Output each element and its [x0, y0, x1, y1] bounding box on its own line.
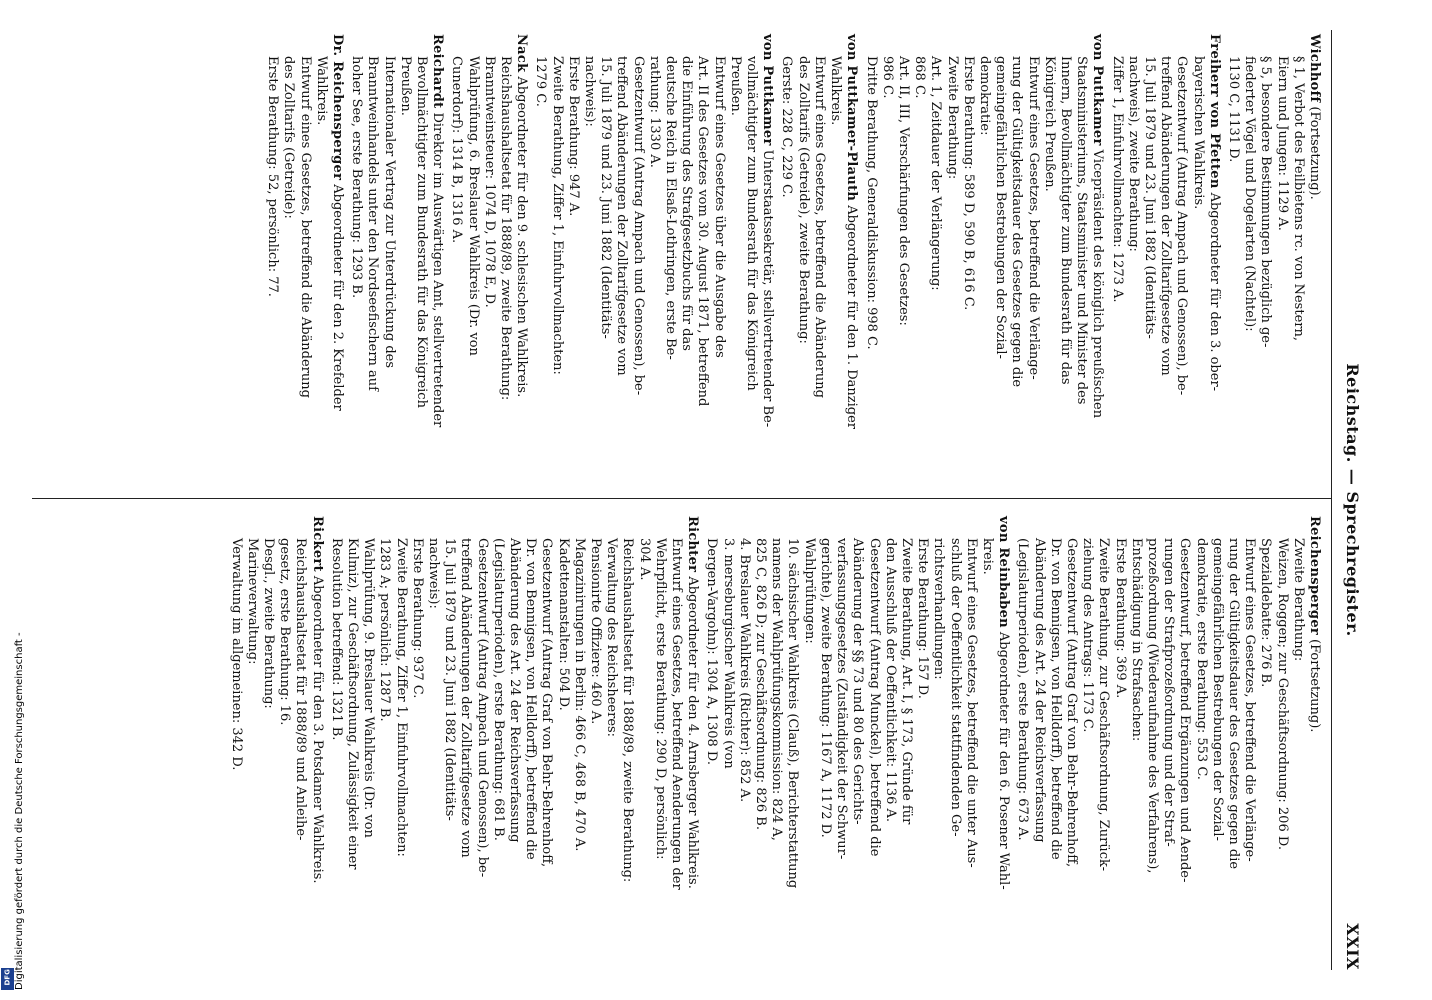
- register-entry: [778, 34, 859, 486]
- entry-subline: [1157, 48, 1173, 486]
- entry-line: (Legislaturperioden), erste Berathung: 673 A.: [1015, 538, 1031, 841]
- entry-subline: [898, 530, 914, 968]
- entry-subline: [1160, 530, 1176, 968]
- entry-line: schluß der Oeffentlichkeit stattfindenden Ge-: [947, 538, 963, 837]
- register-entry: [448, 34, 529, 486]
- entry-line: Erste Berathung: 947 A.: [565, 56, 581, 217]
- entry-line: 10. sächsischer Wahlkreis (Clauß), Berichterstattung: [785, 538, 801, 889]
- entry-subline: [694, 48, 710, 486]
- entry-line: Wahlkreis.: [313, 56, 329, 126]
- entry-subline: [296, 48, 312, 486]
- entry-line: Art. 1, Zeitdauer der Verlängerung:: [928, 56, 944, 291]
- entry-subline: [1290, 48, 1306, 486]
- entry-line: gesetz, erste Berathung: 16.: [277, 538, 293, 726]
- entry-line: Vicepräsident des königlich preußischen: [1090, 149, 1106, 419]
- entry-line: 4. Breslauer Wahlkreis (Richter): 852 A.: [736, 538, 752, 803]
- entry-line: Abänderung der §§ 73 und 80 des Gerichts-: [850, 538, 866, 825]
- entry-line: nachweis):: [582, 56, 598, 127]
- entry-line: (Legislaturperioden), erste Berathung: 681 B.: [490, 538, 506, 841]
- register-entry: [264, 34, 345, 486]
- entry-subline: [264, 48, 280, 486]
- register-entry: [348, 34, 445, 486]
- entry-subline: [652, 530, 668, 968]
- entry-line: Wahlprüfung, 9. Breslauer Wahlkreis (Dr. von: [361, 538, 377, 838]
- entry-line: rathung: 1330 A.: [646, 56, 662, 168]
- entry-subline: [710, 48, 726, 486]
- register-entry: [1225, 34, 1322, 486]
- entry-subline: [1225, 48, 1241, 486]
- entry-line: nachweis):: [426, 538, 442, 609]
- entry-subline: [976, 48, 992, 486]
- register-entry: [532, 34, 775, 486]
- entry-line: 1283 A; persönlich: 1287 B.: [377, 538, 393, 722]
- entry-subline: [360, 530, 376, 968]
- entry-subline: [348, 48, 364, 486]
- entry-line: Wahlprüfung, 6. Breslauer Wahlkreis (Dr. von: [465, 56, 481, 356]
- entry-line: Erste Berathung: 589 D, 590 B, 616 C.: [960, 56, 976, 311]
- entry-subline: [895, 48, 911, 486]
- entry-line: 15. Juli 1879 und 23. Juni 1882 (Identitäts-: [598, 56, 614, 339]
- entry-subline: [392, 530, 408, 968]
- left-column: [261, 34, 1322, 486]
- entry-line: Gesetzentwurf (Antrag Graf von Behr-Behrenhoff,: [539, 538, 555, 868]
- entry-line: Wehrpflicht, erste Berathung: 290 D, persönlich:: [652, 538, 668, 860]
- entry-subline: [276, 530, 292, 968]
- entry-line: Pensionirte Offiziere: 460 A.: [588, 538, 604, 725]
- entry-subline: [227, 530, 243, 968]
- entry-line: Branntweinsteuer: 1074 D, 1078 E, D.: [481, 56, 497, 308]
- entry-subline: [1273, 48, 1289, 486]
- entry-line: Staatsministeriums, Staatsminister und Minister des: [1074, 56, 1090, 405]
- entry-subline: [930, 530, 946, 968]
- running-head: [1336, 30, 1366, 970]
- register-entry: [1014, 516, 1322, 968]
- entry-line: Resolution betreffend: 1321 B.: [328, 538, 344, 741]
- entry-subline: [1073, 48, 1089, 486]
- entry-subline: [635, 530, 651, 968]
- register-entry: [1108, 34, 1221, 486]
- entry-line: Innern, Bevollmächtigter zum Bundesrath für das: [1057, 56, 1073, 385]
- entry-subline: [1176, 530, 1192, 968]
- entry-line: demokratie:: [976, 56, 992, 136]
- right-column: [224, 516, 1322, 968]
- entry-line: prozeßordnung (Wiederaufnahme des Verfahrens),: [1144, 538, 1160, 874]
- entry-subline: [506, 530, 522, 968]
- entry-line: verfassungsgesetzes (Zuständigkeit der Schwur-: [834, 538, 850, 860]
- entry-line: Entwurf eines Gesetzes, betreffend die Abänderung: [811, 56, 827, 398]
- entry-line: Unterstaatssekretär, stellvertretender Be-: [760, 149, 776, 428]
- entry-line: Zweite Berathung, Art. I, § 173, Gründe für: [898, 538, 914, 825]
- entry-subline: [1257, 48, 1273, 486]
- entry-name: Freiherr von Pfetten: [1206, 34, 1222, 189]
- entry-subline: [927, 48, 943, 486]
- entry-line: Kadettenanstalten: 504 D.: [555, 538, 571, 711]
- register-entry: [862, 34, 1105, 486]
- entry-name: Reichensperger: [1307, 516, 1322, 636]
- entry-line: Zweite Berathung:: [1290, 538, 1306, 662]
- entry-subline: [448, 48, 464, 486]
- entry-subline: [603, 530, 619, 968]
- entry-subline: [464, 48, 480, 486]
- entry-subline: [1057, 48, 1073, 486]
- entry-line: Abänderung des Art. 24 der Reichsverfassung: [507, 538, 523, 843]
- entry-subline: [914, 530, 930, 968]
- entry-subline: [497, 48, 513, 486]
- entry-name: von Puttkamer: [760, 34, 776, 146]
- entry-subline: [1014, 530, 1030, 968]
- entry-line: Art. II des Gesetzes vom 30. August 1871, betreffend: [695, 56, 711, 407]
- entry-line: Entwurf eines Gesetzes, betreffend die unter Aus-: [963, 538, 979, 868]
- entry-subline: [743, 48, 759, 486]
- entry-subline: [313, 48, 329, 486]
- entry-line: hoher See, erste Berathung: 1293 B.: [349, 56, 365, 299]
- entry-subline: [260, 530, 276, 968]
- entry-subline: [778, 48, 794, 486]
- column-divider: [32, 498, 1332, 499]
- entry-line: Gesetzentwurf (Antrag Ampach und Genossen), be-: [1174, 56, 1190, 396]
- entry-subline: [911, 48, 927, 486]
- entry-subline: [1189, 48, 1205, 486]
- entry-subline: [629, 48, 645, 486]
- entry-subline: [1047, 530, 1063, 968]
- entry-subline: [768, 530, 784, 968]
- entry-line: vollmächtigter zum Bundesrath für das Königreich: [744, 56, 760, 391]
- entry-subline: [865, 530, 881, 968]
- entry-line: die Einführung des Strafgesetzbuchs für das: [679, 56, 695, 351]
- entry-line: (Fortsetzung).: [1307, 106, 1322, 200]
- entry-line: Preußen.: [397, 56, 413, 116]
- entry-subline: [736, 530, 752, 968]
- entry-subline: [1141, 48, 1157, 486]
- entry-subline: [397, 48, 413, 486]
- entry-line: Reichshaushaltsetat für 1888/89, zweite Berathung:: [498, 56, 514, 401]
- entry-line: Abgeordneter für den 3. ober-: [1206, 192, 1222, 392]
- entry-subline: [571, 530, 587, 968]
- register-entry: [227, 516, 324, 968]
- entry-line: 986 C.: [879, 56, 895, 99]
- register-entry: [703, 516, 1011, 968]
- entry-subline: [1125, 48, 1141, 486]
- entry-line: kreis.: [979, 538, 995, 575]
- entry-subline: [532, 48, 548, 486]
- entry-name: Richter: [685, 516, 701, 573]
- entry-subline: [1209, 530, 1225, 968]
- entry-subline: [784, 530, 800, 968]
- entry-subline: [1257, 530, 1273, 968]
- dfg-logo: [1, 968, 14, 990]
- entry-subline: [678, 48, 694, 486]
- entry-subline: [1063, 530, 1079, 968]
- entry-subline: [862, 48, 878, 486]
- entry-subline: [1024, 48, 1040, 486]
- entry-subline: [597, 48, 613, 486]
- entry-subline: [727, 48, 743, 486]
- entry-line: gerichte), zweite Berathung: 1167 A, 1172 D.: [817, 538, 833, 838]
- entry-subline: [849, 530, 865, 968]
- entry-line: Desgl., zweite Berathung:: [261, 538, 276, 709]
- entry-subline: [522, 530, 538, 968]
- entry-line: ziehung des Antrags: 1173 C.: [1080, 538, 1096, 733]
- entry-line: Dritte Berathung, Generaldiskussion: 998 C.: [863, 56, 879, 350]
- entry-subline: [1108, 48, 1124, 486]
- entry-subline: [613, 48, 629, 486]
- entry-line: treffend Abänderungen der Zolltarifgesetze vom: [614, 56, 630, 376]
- entry-line: Dr. von Bennigsen, von Helldorff), betreffend die: [523, 538, 539, 860]
- entry-subline: [662, 48, 678, 486]
- entry-subline: [548, 48, 564, 486]
- entry-line: den Ausschluß der Oeffentlichkeit: 1136 A.: [882, 538, 898, 823]
- entry-line: 1130 C, 1131 D.: [1225, 56, 1241, 163]
- entry-line: rungen der Strafprozeßordnung und der Straf-: [1161, 538, 1177, 847]
- entry-subline: [376, 530, 392, 968]
- entry-line: treffend Abänderungen der Zolltarifgesetze vom: [458, 538, 474, 858]
- entry-subline: [413, 48, 429, 486]
- entry-subline: [344, 530, 360, 968]
- entry-subline: [943, 48, 959, 486]
- entry-subline: [795, 48, 811, 486]
- entry-line: Erste Berathung: 52, persönlich: 77.: [265, 56, 281, 297]
- entry-line: Entwurf eines Gesetzes über die Ausgabe des: [711, 56, 727, 358]
- entry-line: Spezialdebatte: 276 B.: [1258, 538, 1274, 688]
- entry-line: Wahlkreis.: [828, 56, 844, 126]
- entry-line: deutsche Reich in Elsaß-Lothringen, erste Be-: [663, 56, 679, 360]
- entry-subline: [581, 48, 597, 486]
- entry-subline: [481, 48, 497, 486]
- entry-line: Königreich Preußen.: [1041, 56, 1057, 192]
- entry-line: Erste Berathung: 369 A.: [1112, 538, 1128, 699]
- entry-name: von Reinbaben: [996, 516, 1012, 628]
- entry-subline: [554, 530, 570, 968]
- entry-subline: [1111, 530, 1127, 968]
- entry-subline: [992, 48, 1008, 486]
- entry-line: fiederter Vögel und Dogelarten (Nachtel):: [1242, 56, 1258, 332]
- entry-line: rung der Gültigkeitsdauer des Gesetzes gegen die: [1225, 538, 1241, 870]
- entry-line: Abgeordneter für den 2. Krefelder: [330, 184, 346, 411]
- entry-line: Eiern und Jungen: 1129 A.: [1274, 56, 1290, 231]
- entry-subline: [1079, 530, 1095, 968]
- entry-subline: [1173, 48, 1189, 486]
- entry-line: Gesetzentwurf (Antrag Munckel), betreffend die: [866, 538, 882, 857]
- digitization-credit: Digitalisierung gefördert durch die Deutsche Forschungsgemeinschaft -: [14, 632, 25, 990]
- entry-subline: [960, 48, 976, 486]
- entry-subline: [1273, 530, 1289, 968]
- entry-line: rung der Gültigkeitsdauer des Gesetzes gegen die: [1009, 56, 1025, 388]
- entry-line: gemeingefährlichen Bestrebungen der Sozial-: [993, 56, 1009, 359]
- entry-name: Nack: [514, 34, 530, 73]
- entry-subline: [409, 530, 425, 968]
- entry-subline: [244, 530, 260, 968]
- entry-line: Entwurf eines Gesetzes, betreffend die Abänderung: [297, 56, 313, 398]
- entry-name: von Puttkamer-Plauth: [844, 34, 860, 202]
- entry-line: demokratie, erste Berathung: 553 C.: [1193, 538, 1209, 780]
- entry-subline: [1192, 530, 1208, 968]
- entry-subline: [1030, 530, 1046, 968]
- entry-line: Verwaltung im allgemeinen: 342 D.: [228, 538, 244, 771]
- entry-line: Reichshaushaltsetat für 1888/89, zweite Berathung:: [620, 538, 636, 883]
- entry-subline: [441, 530, 457, 968]
- page-number: XXIX: [1343, 923, 1362, 970]
- entry-line: Entwurf eines Gesetzes, betreffend Aenderungen der: [669, 538, 685, 890]
- entry-line: Abgeordneter für den 9. schlesischen Wahlkreis.: [514, 76, 530, 398]
- entry-subline: [1041, 48, 1057, 486]
- entry-line: Reichshaushaltsetat für 1888/89 und Anleihe-: [293, 538, 309, 841]
- entry-subline: [473, 530, 489, 968]
- entry-subline: [668, 530, 684, 968]
- entry-subline: [1128, 530, 1144, 968]
- entry-subline: [1225, 530, 1241, 968]
- entry-subline: [292, 530, 308, 968]
- entry-subline: [364, 48, 380, 486]
- header-rule: [1331, 30, 1332, 970]
- entry-line: Magazinirungen in Berlin: 466 C, 468 B, 470 A.: [571, 538, 587, 852]
- entry-line: Gesetzentwurf (Antrag Graf von Behr-Behrenhoff,: [1063, 538, 1079, 868]
- entry-subline: [703, 530, 719, 968]
- entry-line: Wahlprüfungen:: [801, 538, 817, 644]
- entry-line: Entschädigung in Strafsachen:: [1128, 538, 1144, 742]
- entry-subline: [811, 48, 827, 486]
- entry-subline: [719, 530, 735, 968]
- entry-line: Gerste: 228 C, 229 C.: [779, 56, 795, 198]
- entry-subline: [1144, 530, 1160, 968]
- entry-line: bayerischen Wahlkreis.: [1190, 56, 1206, 210]
- entry-line: Entwurf eines Gesetzes, betreffend die Verlänge-: [1242, 538, 1258, 862]
- entry-subline: [882, 530, 898, 968]
- entry-subline: [646, 48, 662, 486]
- entry-line: Abänderung des Art. 24 der Reichsverfassung: [1031, 538, 1047, 843]
- entry-line: Branntweinhandels unter den Nordseefischern auf: [365, 56, 381, 391]
- entry-subline: [1241, 48, 1257, 486]
- entry-name: Dr. Reichensperger: [330, 34, 346, 181]
- entry-line: Dergen-Vargohn): 1304 A, 1308 D.: [704, 538, 720, 765]
- entry-subline: [979, 530, 995, 968]
- entry-line: Preußen.: [727, 56, 743, 116]
- entry-subline: [827, 48, 843, 486]
- entry-line: Bevollmächtigter zum Bundesrath für das Königreich: [414, 56, 430, 408]
- entry-subline: [538, 530, 554, 968]
- entry-line: Erste Berathung: 937 C.: [409, 538, 425, 699]
- dfg-logo-text: DFG: [3, 969, 12, 986]
- entry-subline: [619, 530, 635, 968]
- entry-line: Zweite Berathung, Ziffer 1, Einfuhrvollmachten:: [549, 56, 565, 375]
- entry-line: 1279 C.: [533, 56, 549, 107]
- entry-subline: [1241, 530, 1257, 968]
- entry-line: 868 C.: [912, 56, 928, 99]
- entry-line: § 1, Verbot des Feilbietens rc. von Nestern,: [1290, 56, 1306, 341]
- entry-line: 825 C, 826 D; zur Geschäftsordnung: 826 B.: [753, 538, 769, 830]
- entry-line: Marineverwaltung:: [244, 538, 260, 665]
- entry-line: 15. Juli 1879 und 23. Juni 1882 (Identitäts-: [1141, 56, 1157, 339]
- page-title: Reichstag. — Sprechregister.: [1343, 363, 1362, 637]
- entry-subline: [963, 530, 979, 968]
- entry-name: Wichhoff: [1307, 34, 1322, 103]
- entry-subline: [380, 48, 396, 486]
- entry-line: Zweite Berathung, Ziffer 1, Einfuhrvollmachten:: [393, 538, 409, 857]
- entry-line: Kulmiz), zur Geschäftsordnung, Zulässigkeit einer: [345, 538, 361, 870]
- register-page: [14, 30, 1366, 970]
- entry-line: treffend Abänderungen der Zolltarifgesetze vom: [1158, 56, 1174, 376]
- entry-subline: [490, 530, 506, 968]
- entry-line: 304 A.: [636, 538, 652, 581]
- entry-line: (Fortsetzung).: [1307, 639, 1322, 733]
- entry-line: Dr. von Bennigsen, von Helldorff), betreffend die: [1047, 538, 1063, 860]
- entry-subline: [817, 530, 833, 968]
- entry-subline: [1290, 530, 1306, 968]
- entry-line: Gesetzentwurf, betreffend Ergänzungen und Aende-: [1177, 538, 1193, 883]
- entry-subline: [752, 530, 768, 968]
- entry-line: namens der Wahlprüfungskommission: 824 A,: [769, 538, 785, 841]
- entry-line: Zweite Berathung, zur Geschäftsordnung, Zurück-: [1096, 538, 1112, 872]
- entry-subline: [946, 530, 962, 968]
- entry-line: Internationaler Vertrag zur Unterdrückung des: [381, 56, 397, 369]
- entry-subline: [833, 530, 849, 968]
- entry-line: des Zolltarifs (Getreide), zweite Berathung:: [795, 56, 811, 344]
- entry-line: Abgeordneter für den 3. Potsdamer Wahlkreis.: [309, 575, 325, 884]
- entry-line: Gesetzentwurf (Antrag Ampach und Genossen), be-: [630, 56, 646, 396]
- entry-line: Abgeordneter für den 1. Danziger: [844, 205, 860, 429]
- entry-line: richtsverhandlungen:: [931, 538, 947, 680]
- entry-line: Weizen, Roggen; zur Geschäftsordnung: 206 D.: [1274, 538, 1290, 850]
- entry-subline: [328, 530, 344, 968]
- register-entry: [328, 516, 701, 968]
- entry-subline: [565, 48, 581, 486]
- entry-subline: [425, 530, 441, 968]
- entry-subline: [457, 530, 473, 968]
- entry-line: Gesetzentwurf (Antrag Ampach und Genossen), be-: [474, 538, 490, 878]
- entry-name: von Puttkamer: [1090, 34, 1106, 146]
- entry-line: Ziffer 1, Einfuhrvollmachten: 1273 A.: [1109, 56, 1125, 303]
- entry-name: Reichardt: [430, 34, 446, 109]
- entry-line: Abgeordneter für den 6. Posener Wahl-: [996, 631, 1012, 890]
- entry-line: § 5, besondere Bestimmungen bezüglich ge-: [1258, 56, 1274, 348]
- entry-line: Erste Berathung: 157 D.: [915, 538, 931, 699]
- entry-line: Zweite Berathung:: [944, 56, 960, 180]
- entry-line: gemeingefährlichen Bestrebungen der Sozial-: [1209, 538, 1225, 841]
- entry-line: Entwurf eines Gesetzes, betreffend die Verlänge-: [1025, 56, 1041, 380]
- entry-line: Cunerdorf): 1314 B, 1316 A.: [449, 56, 465, 244]
- entry-subline: [587, 530, 603, 968]
- entry-line: Direktor im Auswärtigen Amt, stellvertretender: [430, 112, 446, 428]
- entry-subline: [1008, 48, 1024, 486]
- entry-subline: [879, 48, 895, 486]
- entry-subline: [1095, 530, 1111, 968]
- entry-line: 3. merseburgischer Wahlkreis (von: [720, 538, 736, 769]
- entry-line: Art. II, III, Verschärfungen des Gesetzes:: [895, 56, 911, 326]
- entry-line: des Zolltarifs (Getreide):: [281, 56, 297, 219]
- entry-line: 15. Juli 1879 und 23. Juni 1882 (Identitäts-: [442, 538, 458, 821]
- entry-line: Abgeordneter für den 4. Arnsberger Wahlkreis.: [685, 576, 701, 889]
- entry-subline: [801, 530, 817, 968]
- entry-line: nachweis), zweite Berathung:: [1125, 56, 1141, 252]
- entry-line: Verwaltung des Reichsheeres:: [604, 538, 620, 738]
- entry-subline: [280, 48, 296, 486]
- entry-name: Rickert: [309, 516, 325, 572]
